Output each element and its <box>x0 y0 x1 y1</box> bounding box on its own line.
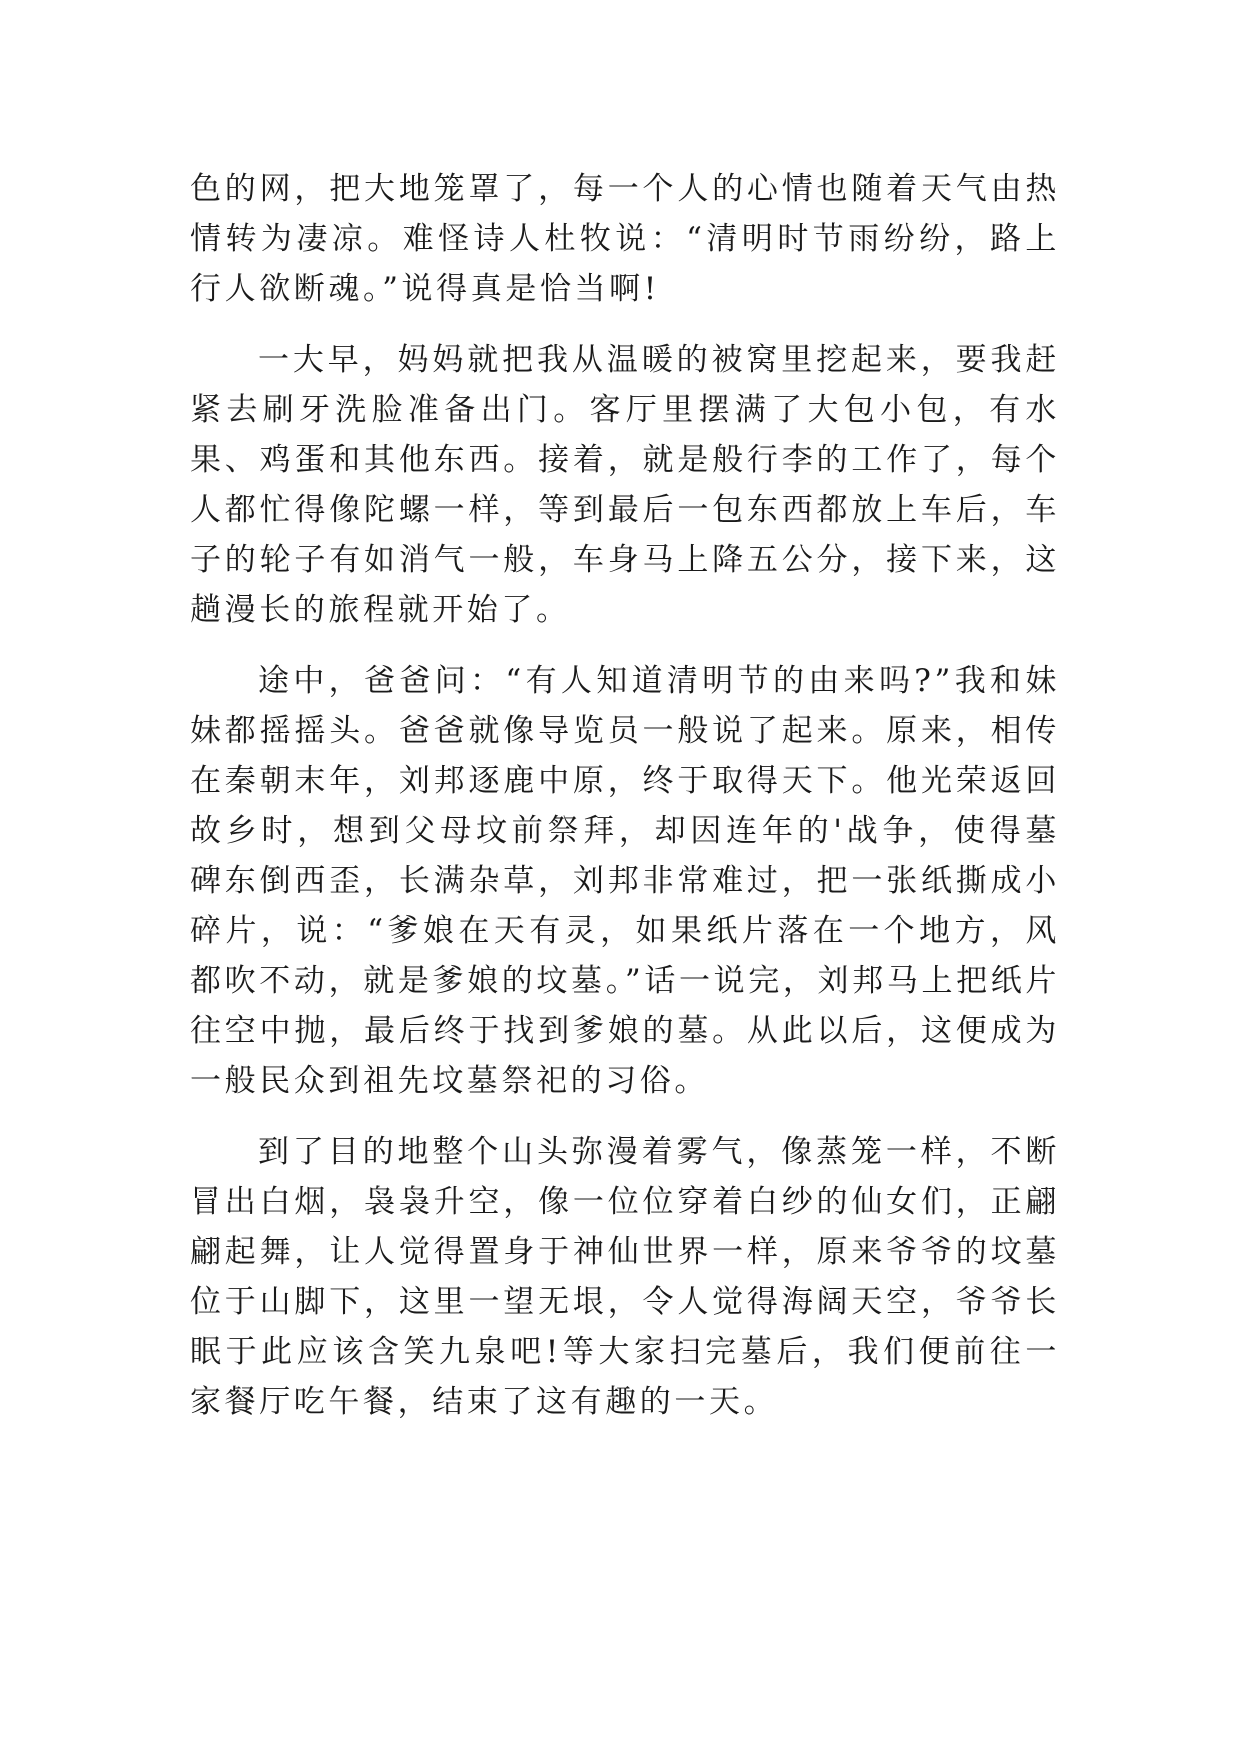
paragraph-4: 到了目的地整个山头弥漫着雾气，像蒸笼一样，不断冒出白烟，袅袅升空，像一位位穿着白纱的仙女们，正翩翩起舞，让人觉得置身于神仙世界一样，原来爷爷的坟墓位于山脚下，这里一望无垠，令人觉得海阔天空，爷爷长眠于此应该含笑九泉吧!等大家扫完墓后，我们便前往一家餐厅吃午餐，结束了这有趣的一天。 <box>190 1134 1060 1420</box>
paragraph-1: 色的网，把大地笼罩了，每一个人的心情也随着天气由热情转为凄凉。难怪诗人杜牧说：“清明时节雨纷纷，路上行人欲断魂。”说得真是恰当啊! <box>190 171 1060 307</box>
paragraph-3: 途中，爸爸问：“有人知道清明节的由来吗?”我和妹妹都摇摇头。爸爸就像导览员一般说了起来。原来，相传在秦朝末年，刘邦逐鹿中原，终于取得天下。他光荣返回故乡时，想到父母坟前祭拜，却因连年的'战争，使得墓碑东倒西歪，长满杂草，刘邦非常难过，把一张纸撕成小碎片，说：“爹娘在天有灵，如果纸片落在一个地方，风都吹不动，就是爹娘的坟墓。”话一说完，刘邦马上把纸片往空中抛，最后终于找到爹娘的墓。从此以后，这便成为一般民众到祖先坟墓祭祀的习俗。 <box>190 663 1060 1099</box>
document-body <box>190 164 1060 1448</box>
paragraph-2: 一大早，妈妈就把我从温暖的被窝里挖起来，要我赶紧去刷牙洗脸准备出门。客厅里摆满了大包小包，有水果、鸡蛋和其他东西。接着，就是般行李的工作了，每个人都忙得像陀螺一样，等到最后一包东西都放上车后，车子的轮子有如消气一般，车身马上降五公分，接下来，这趟漫长的旅程就开始了。 <box>190 342 1060 628</box>
